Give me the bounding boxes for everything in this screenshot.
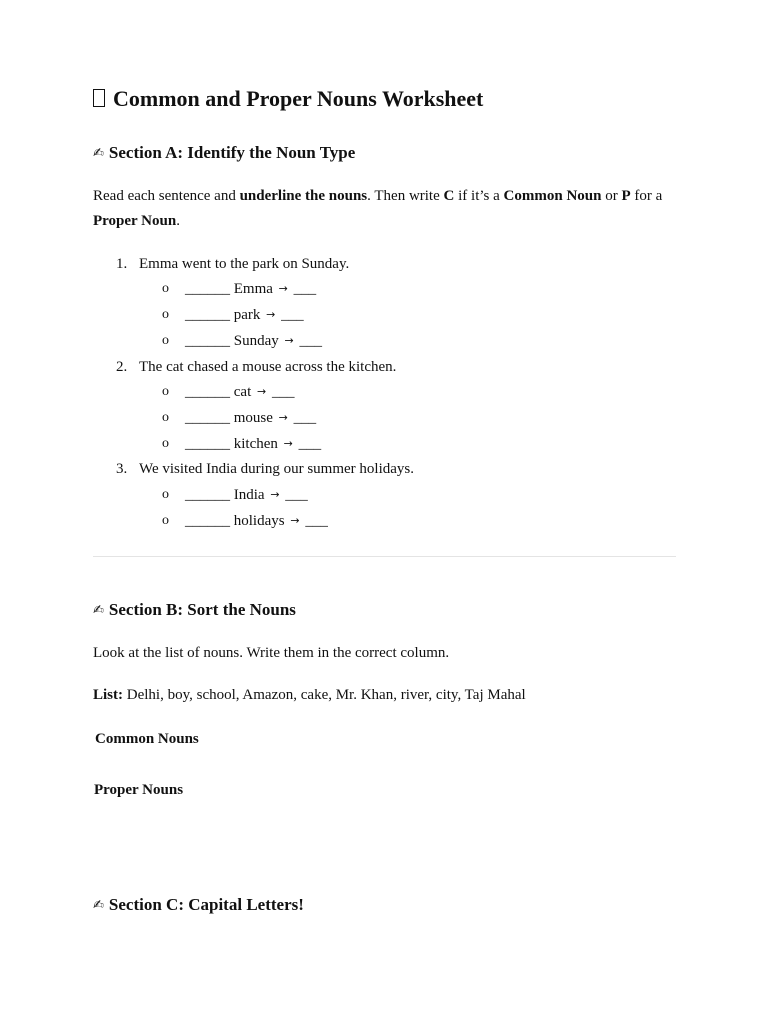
- instr-bold-c: C: [443, 188, 455, 204]
- proper-nouns-column-header: Proper Nouns: [94, 782, 184, 798]
- arrow-right-icon: →: [283, 437, 293, 450]
- answer-line: [185, 513, 328, 530]
- section-c-heading: [93, 895, 304, 915]
- answer-line: [185, 410, 316, 427]
- section-c-heading-text: Section C: Capital Letters!: [108, 895, 304, 914]
- common-nouns-column-header: Common Nouns: [95, 731, 199, 747]
- type-blank[interactable]: ___: [271, 384, 295, 400]
- arrow-right-icon: →: [256, 385, 267, 398]
- noun-list: [93, 683, 676, 708]
- instr-text-1: Read each sentence and: [93, 188, 240, 204]
- answer-blank[interactable]: ______: [185, 281, 230, 297]
- instr-text-5: for a: [630, 188, 663, 204]
- answer-blank[interactable]: ______: [185, 410, 230, 426]
- bullet-marker: o: [162, 487, 169, 502]
- question-number: 2.: [116, 359, 128, 375]
- noun-list-values: Delhi, boy, school, Amazon, cake, Mr. Khan, river, city, Taj Mahal: [123, 687, 526, 703]
- section-a-instructions: [93, 184, 676, 234]
- question-sentence: We visited India during our summer holidays.: [139, 461, 414, 477]
- noun-word: park: [233, 307, 261, 323]
- writing-hand-icon: ✍: [93, 146, 104, 161]
- page-title: [93, 86, 483, 112]
- arrow-right-icon: →: [290, 514, 300, 527]
- bullet-marker: o: [162, 410, 169, 425]
- writing-hand-icon: ✍: [93, 898, 104, 913]
- noun-word: kitchen: [233, 436, 278, 452]
- arrow-right-icon: →: [278, 411, 288, 424]
- type-blank[interactable]: ___: [285, 487, 308, 503]
- instr-bold-proper-noun: Proper Noun: [93, 213, 177, 229]
- noun-word: cat: [233, 384, 252, 400]
- notebook-icon: [93, 89, 105, 107]
- instr-bold-p: P: [621, 188, 631, 204]
- section-divider: [93, 556, 676, 557]
- question-number: 3.: [116, 461, 128, 477]
- bullet-marker: o: [162, 513, 169, 528]
- answer-line: [185, 307, 304, 324]
- question-sentence: Emma went to the park on Sunday.: [139, 256, 350, 272]
- answer-line: [185, 281, 316, 298]
- arrow-right-icon: →: [270, 488, 280, 501]
- instr-bold-common-noun: Common Noun: [503, 188, 602, 204]
- instr-text-4: or: [601, 188, 622, 204]
- arrow-right-icon: →: [266, 308, 276, 321]
- answer-line: [185, 384, 294, 401]
- bullet-marker: o: [162, 384, 169, 399]
- question-sentence: The cat chased a mouse across the kitchen.: [139, 359, 397, 375]
- answer-line: [185, 436, 321, 453]
- answer-blank[interactable]: ______: [185, 513, 230, 529]
- type-blank[interactable]: ___: [293, 410, 317, 426]
- instr-text-6: .: [176, 213, 180, 229]
- instr-text-2: . Then write: [367, 188, 444, 204]
- arrow-right-icon: →: [278, 282, 288, 295]
- answer-blank[interactable]: ______: [185, 487, 230, 503]
- section-b-heading-text: Section B: Sort the Nouns: [108, 600, 296, 619]
- writing-hand-icon: ✍: [93, 603, 104, 618]
- section-b-instructions: Look at the list of nouns. Write them in the correct column.: [93, 645, 450, 661]
- type-blank[interactable]: ___: [293, 281, 317, 297]
- noun-word: mouse: [233, 410, 273, 426]
- question-number: 1.: [116, 256, 128, 272]
- type-blank[interactable]: ___: [298, 436, 322, 452]
- noun-word: India: [233, 487, 265, 503]
- noun-list-label: List:: [93, 687, 123, 703]
- answer-blank[interactable]: ______: [185, 307, 230, 323]
- answer-blank[interactable]: ______: [185, 333, 230, 349]
- section-a-heading: [93, 143, 355, 163]
- page-title-text: Common and Proper Nouns Worksheet: [113, 86, 484, 111]
- bullet-marker: o: [162, 436, 169, 451]
- answer-blank[interactable]: ______: [185, 384, 230, 400]
- arrow-right-icon: →: [284, 334, 294, 347]
- noun-word: Sunday: [233, 333, 279, 349]
- noun-word: holidays: [233, 513, 285, 529]
- instr-bold-underline-nouns: underline the nouns: [239, 188, 368, 204]
- noun-word: Emma: [233, 281, 273, 297]
- bullet-marker: o: [162, 307, 169, 322]
- bullet-marker: o: [162, 333, 169, 348]
- type-blank[interactable]: ___: [299, 333, 322, 349]
- type-blank[interactable]: ___: [281, 307, 304, 323]
- answer-line: [185, 487, 308, 504]
- instr-text-3: if it’s a: [454, 188, 504, 204]
- section-a-heading-text: Section A: Identify the Noun Type: [108, 143, 356, 162]
- section-b-heading: [93, 600, 296, 620]
- type-blank[interactable]: ___: [305, 513, 328, 529]
- answer-line: [185, 333, 322, 350]
- bullet-marker: o: [162, 281, 169, 296]
- answer-blank[interactable]: ______: [185, 436, 230, 452]
